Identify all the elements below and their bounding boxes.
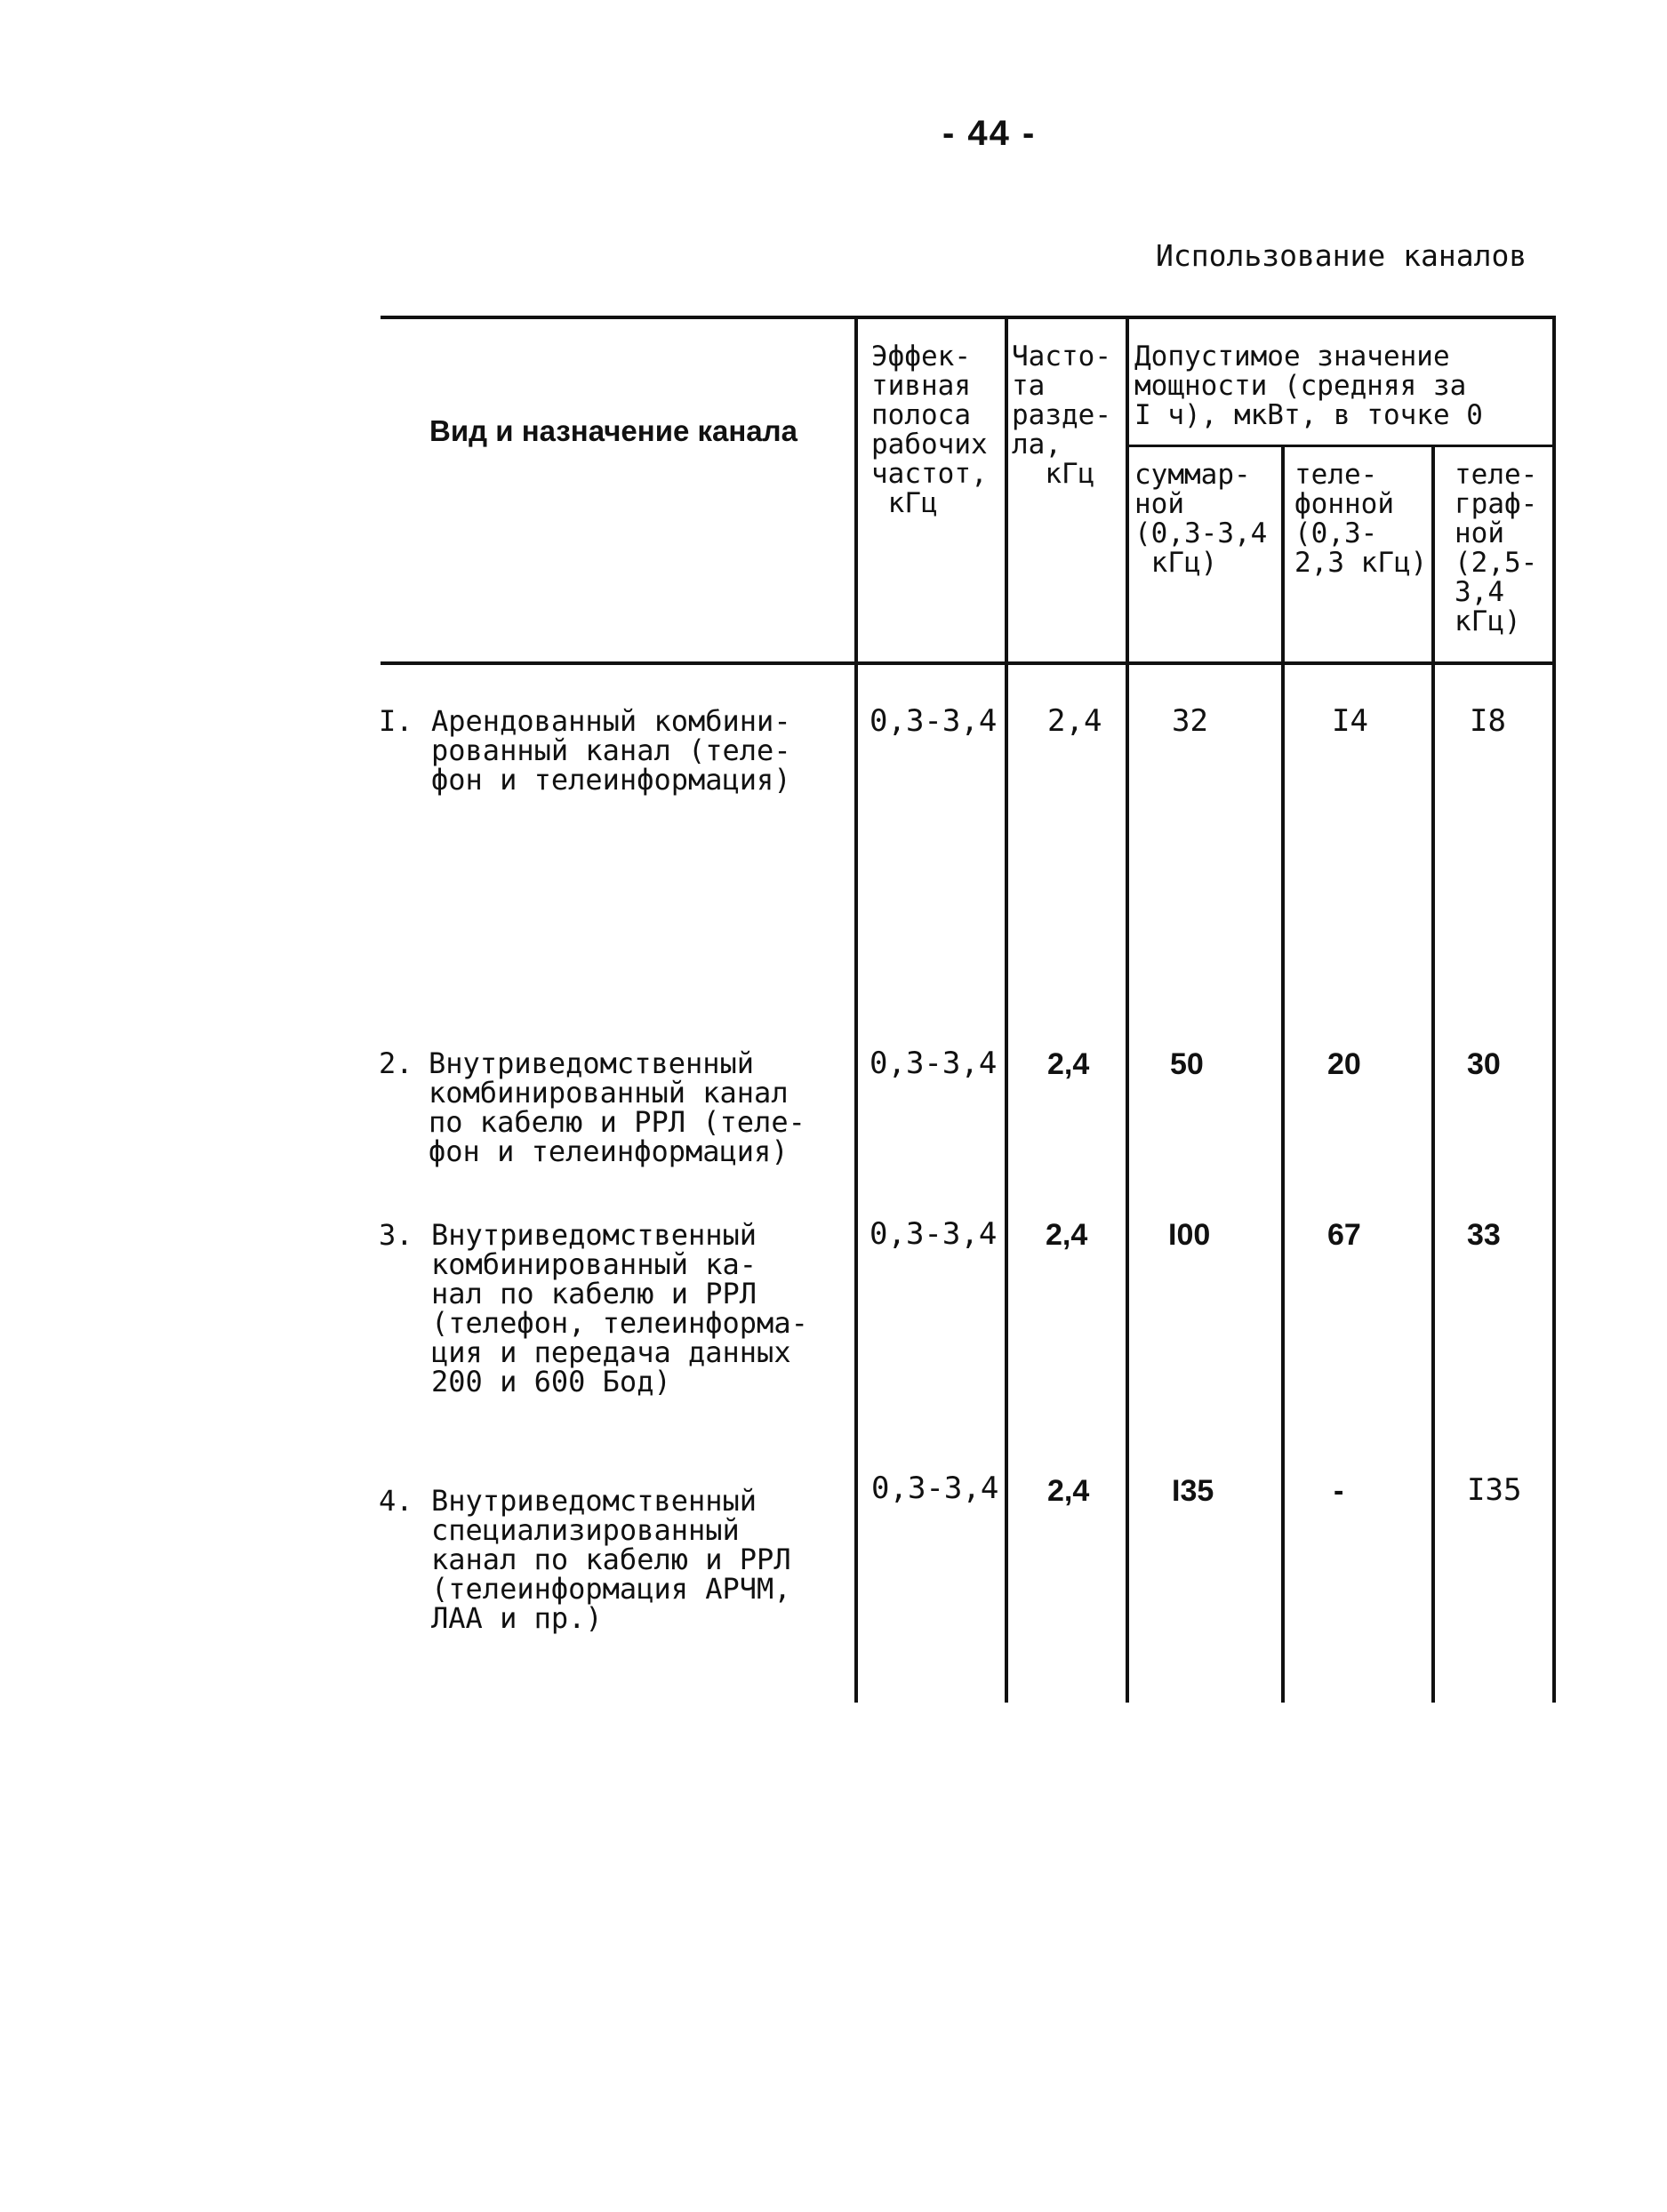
row-number: 4. (379, 1484, 413, 1518)
row-separation: 2,4 (1047, 1474, 1090, 1508)
row-kind: Внутриведомственный комбинированный канал по кабелю и РРЛ (теле- фон и телеинформация) (429, 1046, 805, 1168)
col-divider-1 (854, 316, 858, 1703)
row-telegraph-power: 33 (1467, 1218, 1501, 1252)
row-phone-power: 67 (1327, 1218, 1361, 1252)
subheader-phone: теле- фонной (0,3- 2,3 кГц) (1294, 459, 1428, 579)
row-telegraph-power: I8 (1470, 703, 1506, 739)
row-phone-power: - (1334, 1474, 1344, 1508)
row-total-power: I00 (1168, 1218, 1211, 1252)
row-band: 0,3-3,4 (871, 1471, 999, 1506)
power-subheader-rule (1127, 445, 1556, 447)
row-phone-power: 20 (1327, 1047, 1361, 1081)
header-bottom-rule (381, 661, 1556, 665)
row-kind: Внутриведомственный специализированный канал по кабелю и РРЛ (телеинформация АРЧМ, ЛАА и пр.) (431, 1484, 791, 1635)
table-top-rule (381, 316, 1556, 319)
row-number: I. (379, 704, 413, 738)
row-separation: 2,4 (1046, 1218, 1088, 1252)
subheader-telegraph: теле- граф- ной (2,5- 3,4 кГц) (1455, 459, 1538, 637)
header-band: Эффек- тивная полоса рабочих частот, кГц (871, 341, 988, 519)
row-number: 3. (379, 1218, 413, 1252)
col-divider-4 (1281, 446, 1285, 1703)
row-kind: Арендованный комбини- рованный канал (теле- фон и телеинформация) (431, 704, 791, 797)
col-divider-5 (1431, 446, 1435, 1703)
header-kind: Вид и назначение канала (429, 414, 797, 447)
row-separation: 2,4 (1047, 1047, 1090, 1081)
row-band: 0,3-3,4 (870, 703, 998, 739)
table-caption: Использование каналов (1156, 238, 1527, 273)
row-band: 0,3-3,4 (870, 1046, 998, 1081)
row-phone-power: I4 (1332, 703, 1368, 739)
row-total-power: 32 (1172, 703, 1208, 739)
row-band: 0,3-3,4 (870, 1216, 998, 1252)
subheader-total: суммар- ной (0,3-3,4 кГц) (1134, 459, 1268, 579)
row-telegraph-power: I35 (1467, 1472, 1522, 1508)
row-separation: 2,4 (1047, 703, 1102, 739)
row-kind: Внутриведомственный комбинированный ка- нал по кабелю и РРЛ (телефон, телеинформа- ция и передача данных 200 и 600 Бод) (431, 1218, 808, 1399)
page-number: - 44 - (942, 114, 1037, 153)
col-divider-3 (1126, 316, 1129, 1703)
row-total-power: 50 (1170, 1047, 1204, 1081)
header-power: Допустимое значение мощности (средняя за I ч), мкВт, в точке 0 (1134, 341, 1483, 431)
row-total-power: I35 (1172, 1474, 1214, 1508)
col-divider-2 (1005, 316, 1008, 1703)
row-number: 2. (379, 1046, 413, 1080)
row-telegraph-power: 30 (1467, 1047, 1501, 1081)
col-divider-6 (1552, 316, 1556, 1703)
header-separation: Часто- та разде- ла, кГц (1012, 341, 1111, 490)
